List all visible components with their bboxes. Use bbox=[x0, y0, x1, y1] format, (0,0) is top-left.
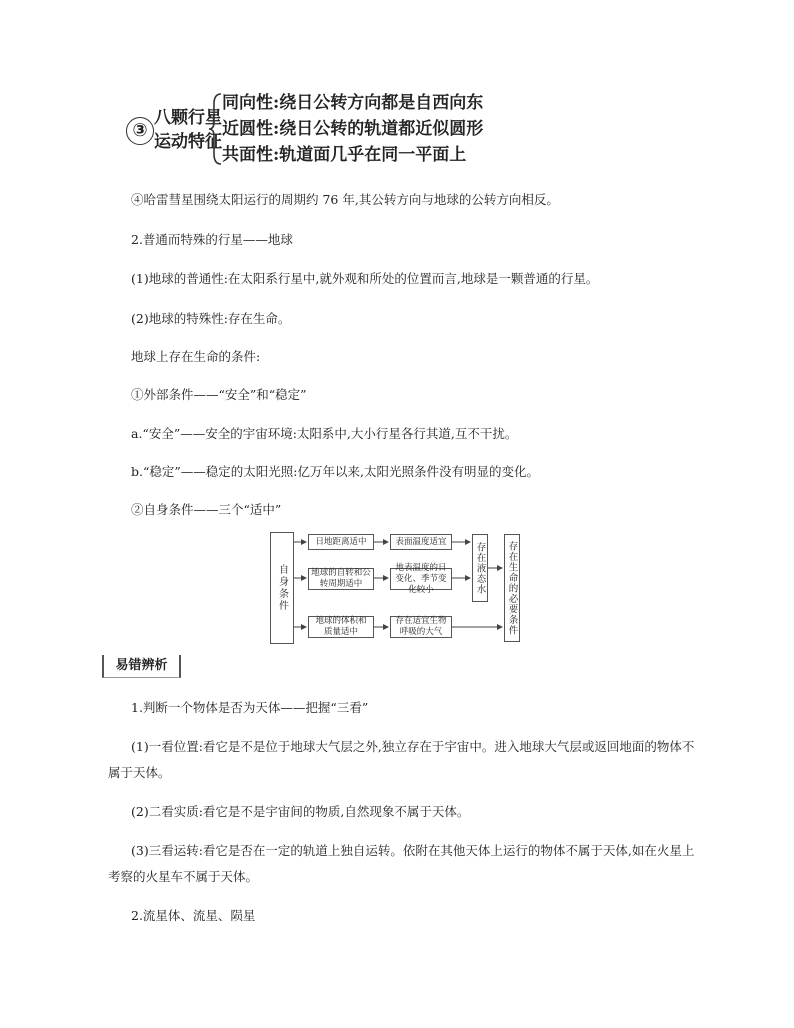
box-liquid-water bbox=[472, 534, 488, 602]
paragraph-position-2: 属于天体。 bbox=[108, 765, 171, 780]
header-row-2: 近圆性:绕日公转的轨道都近似圆形 bbox=[222, 119, 484, 139]
box-surface-temp bbox=[390, 534, 452, 550]
paragraph-halley: ④哈雷彗星围绕太阳运行的周期约 76 年,其公转方向与地球的公转方向相反。 bbox=[131, 192, 559, 207]
box-life-conditions bbox=[504, 534, 520, 642]
box-sun-distance bbox=[308, 534, 374, 550]
paragraph-orbit-2: 考察的火星车不属于天体。 bbox=[108, 869, 259, 884]
paragraph-orbit-1: (3)三看运转:看它是否在一定的轨道上独自运转。依附在其他天体上运行的物体不属于天体,如在火星上 bbox=[131, 843, 695, 858]
box-life-conditions-label: 存在生命的必要条件 bbox=[506, 540, 518, 636]
box-volume-mass bbox=[308, 616, 374, 638]
box-atmosphere-label: 存在适宜生物呼吸的大气 bbox=[395, 616, 447, 637]
heading-earth: 2.普通而特殊的行星——地球 bbox=[131, 232, 293, 247]
box-liquid-water-label: 存在液态水 bbox=[474, 541, 486, 595]
paragraph-safe: a.“安全”——安全的宇宙环境:太阳系中,大小行星各行其道,互不干扰。 bbox=[131, 426, 518, 441]
self-conditions-box bbox=[270, 532, 294, 644]
paragraph-position-1: (1)一看位置:看它是不是位于地球大气层之外,独立存在于宇宙中。进入地球大气层或返回地面的物体不 bbox=[131, 739, 695, 754]
header-row-1: 同向性:绕日公转方向都是自西向东 bbox=[222, 93, 484, 113]
section-tag-error-analysis: 易错辨析 bbox=[102, 655, 181, 678]
paragraph-earth-special: (2)地球的特殊性:存在生命。 bbox=[131, 311, 291, 326]
box-rotation-revolution-label: 地球的自转和公转周期适中 bbox=[311, 568, 371, 589]
self-conditions-label: 自身条件 bbox=[276, 564, 288, 612]
paragraph-earth-ordinary: (1)地球的普通性:在太阳系行星中,就外观和所处的位置而言,地球是一颗普通的行星。 bbox=[131, 271, 599, 286]
paragraph-essence: (2)二看实质:看它是不是宇宙间的物质,自然现象不属于天体。 bbox=[131, 804, 470, 819]
box-sun-distance-label: 日地距离适中 bbox=[315, 536, 367, 547]
box-surface-temp-label: 表面温度适宜 bbox=[395, 536, 447, 547]
paragraph-stable: b.“稳定”——稳定的太阳光照:亿万年以来,太阳光照条件没有明显的变化。 bbox=[131, 464, 539, 479]
box-volume-mass-label: 地球的体积和质量适中 bbox=[315, 616, 367, 637]
header-label-line2: 运动特征 bbox=[154, 132, 222, 152]
paragraph-life-conditions: 地球上存在生命的条件: bbox=[131, 349, 261, 364]
header-row-3: 共面性:轨道面几乎在同一平面上 bbox=[222, 145, 467, 165]
paragraph-self-conditions: ②自身条件——三个“适中” bbox=[131, 502, 282, 517]
box-atmosphere bbox=[390, 616, 452, 638]
conditions-diagram bbox=[270, 532, 530, 644]
box-temp-variation-label: 地表温度的日变化、季节变化较小 bbox=[395, 562, 447, 595]
header-label-line1: 八颗行星 bbox=[154, 108, 222, 128]
circle-number-3: ③ bbox=[126, 117, 154, 145]
box-temp-variation bbox=[390, 562, 452, 595]
heading-meteor: 2.流星体、流星、陨星 bbox=[131, 908, 256, 923]
heading-celestial-body: 1.判断一个物体是否为天体——把握“三看” bbox=[131, 700, 369, 715]
box-rotation-revolution bbox=[308, 568, 374, 590]
paragraph-external: ①外部条件——“安全”和“稳定” bbox=[131, 387, 307, 402]
